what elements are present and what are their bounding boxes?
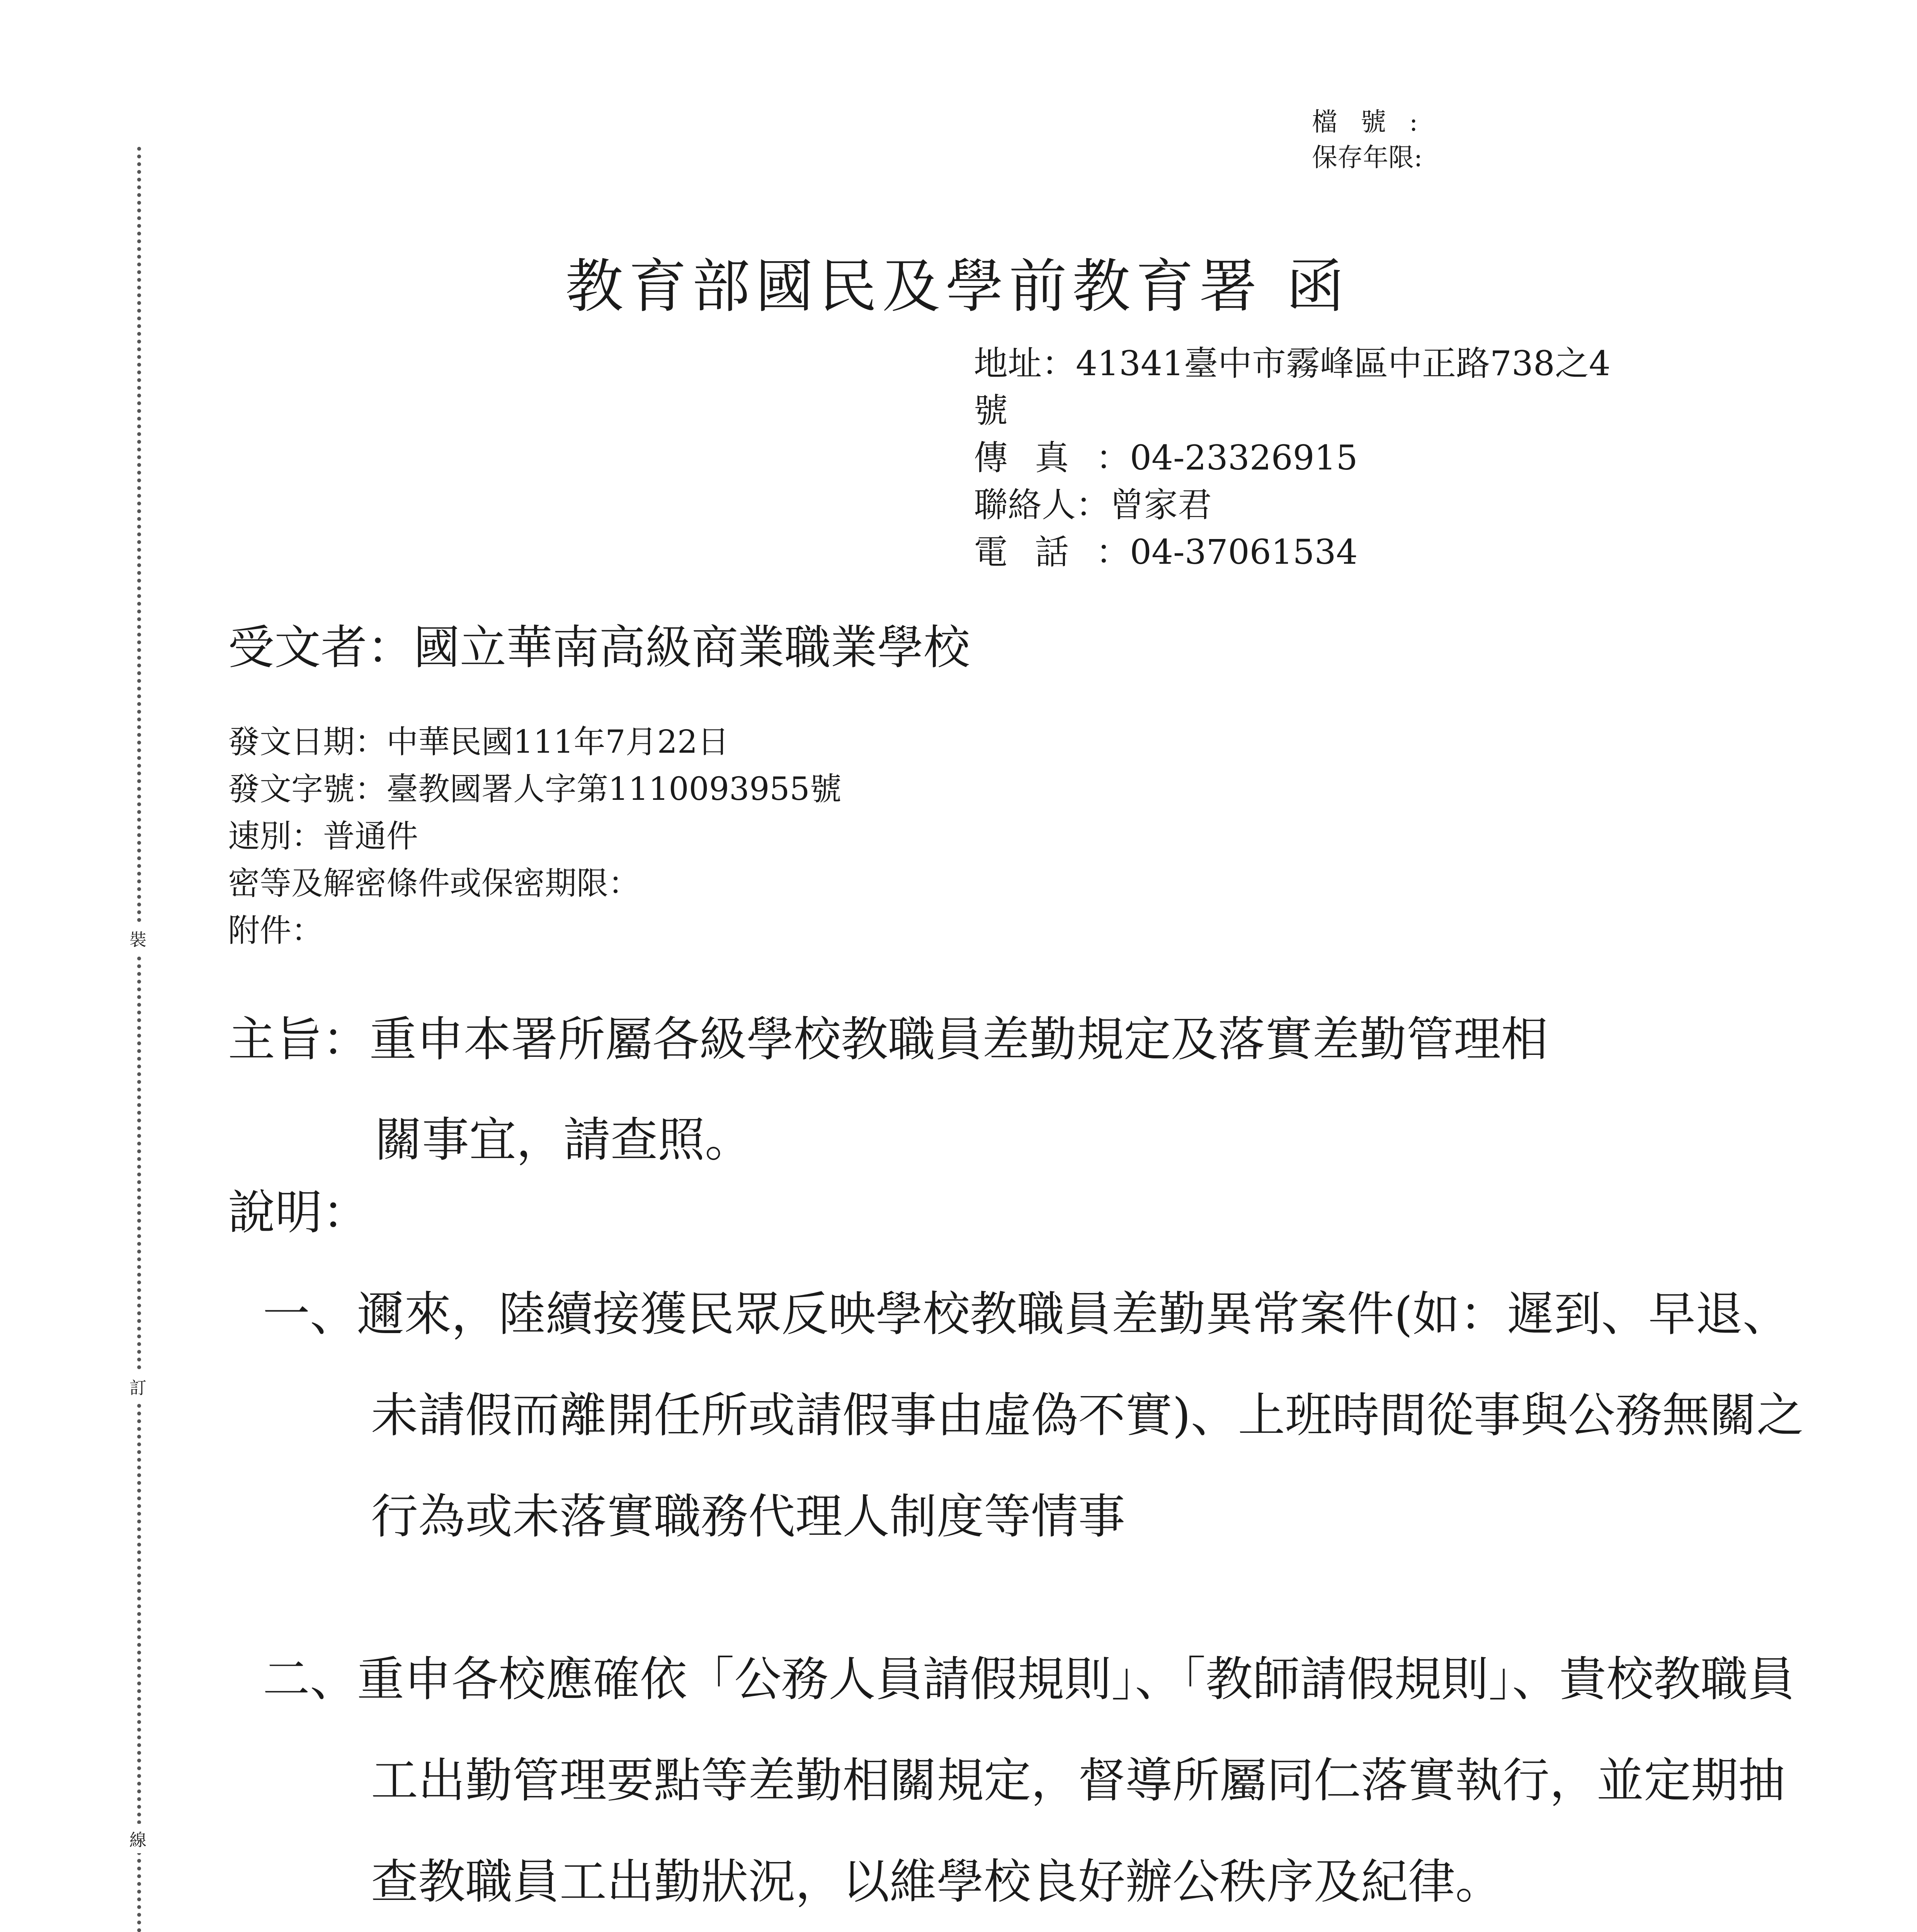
binding-dotted-line <box>137 147 141 1932</box>
document-title: 教育部國民及學前教育署 函 <box>565 253 1350 320</box>
phone-value: ：04-37061534 <box>1096 532 1358 572</box>
issue-date: 發文日期：中華民國111年7月22日 <box>228 724 730 760</box>
fax-label: 傳真 <box>974 438 1096 478</box>
archive-info <box>1312 104 1441 175</box>
binding-label-bottom: 線 <box>129 1824 146 1853</box>
explanation-label: 說明： <box>228 1185 369 1240</box>
fax-value: ：04-23326915 <box>1096 438 1358 478</box>
archive-retention: 保存年限: <box>1312 143 1423 172</box>
binding-label-middle: 訂 <box>129 1372 146 1401</box>
subject <box>228 989 1689 1190</box>
security-level: 密等及解密條件或保密期限： <box>228 865 640 902</box>
document-number: 發文字號：臺教國署人字第1110093955號 <box>228 771 842 808</box>
phone-label: 電話 <box>974 532 1096 572</box>
address-line-2: 號 <box>974 391 1008 430</box>
subject-line-1: 主旨：重申本署所屬各級學校教職員差勤規定及落實差勤管理相 <box>228 1012 1548 1067</box>
phone-line <box>974 529 1611 576</box>
contact-person: 聯絡人：曾家君 <box>974 485 1212 525</box>
contact-block <box>974 340 1611 576</box>
address-line-1: 地址：41341臺中市霧峰區中正路738之4 <box>974 344 1611 383</box>
recipient: 受文者：國立華南高級商業職業學校 <box>228 621 970 675</box>
fax-line <box>974 434 1611 481</box>
binding-label-top: 裝 <box>129 923 146 953</box>
subject-line-2: 關事宜，請查照。 <box>375 1112 752 1167</box>
explanation-item-2: 二、重申各校應確依「公務人員請假規則」、「教師請假規則」、貴校教職員工出勤管理要點等差勤相關規定，督導所屬同仁落實執行，並定期抽查教職員工出勤狀況，以維學校良好辦公秩序及紀律。 <box>263 1652 1795 1909</box>
delivery-speed: 速別：普通件 <box>228 818 418 855</box>
attachments: 附件： <box>228 912 323 949</box>
document-meta <box>228 719 842 954</box>
explanation-item-1: 一、邇來，陸續接獲民眾反映學校教職員差勤異常案件(如：遲到、早退、未請假而離開任所或請假事由虛偽不實)、上班時間從事與公務無關之行為或未落實職務代理人制度等情事 <box>263 1287 1804 1544</box>
archive-file-number: 檔號: <box>1312 107 1441 137</box>
